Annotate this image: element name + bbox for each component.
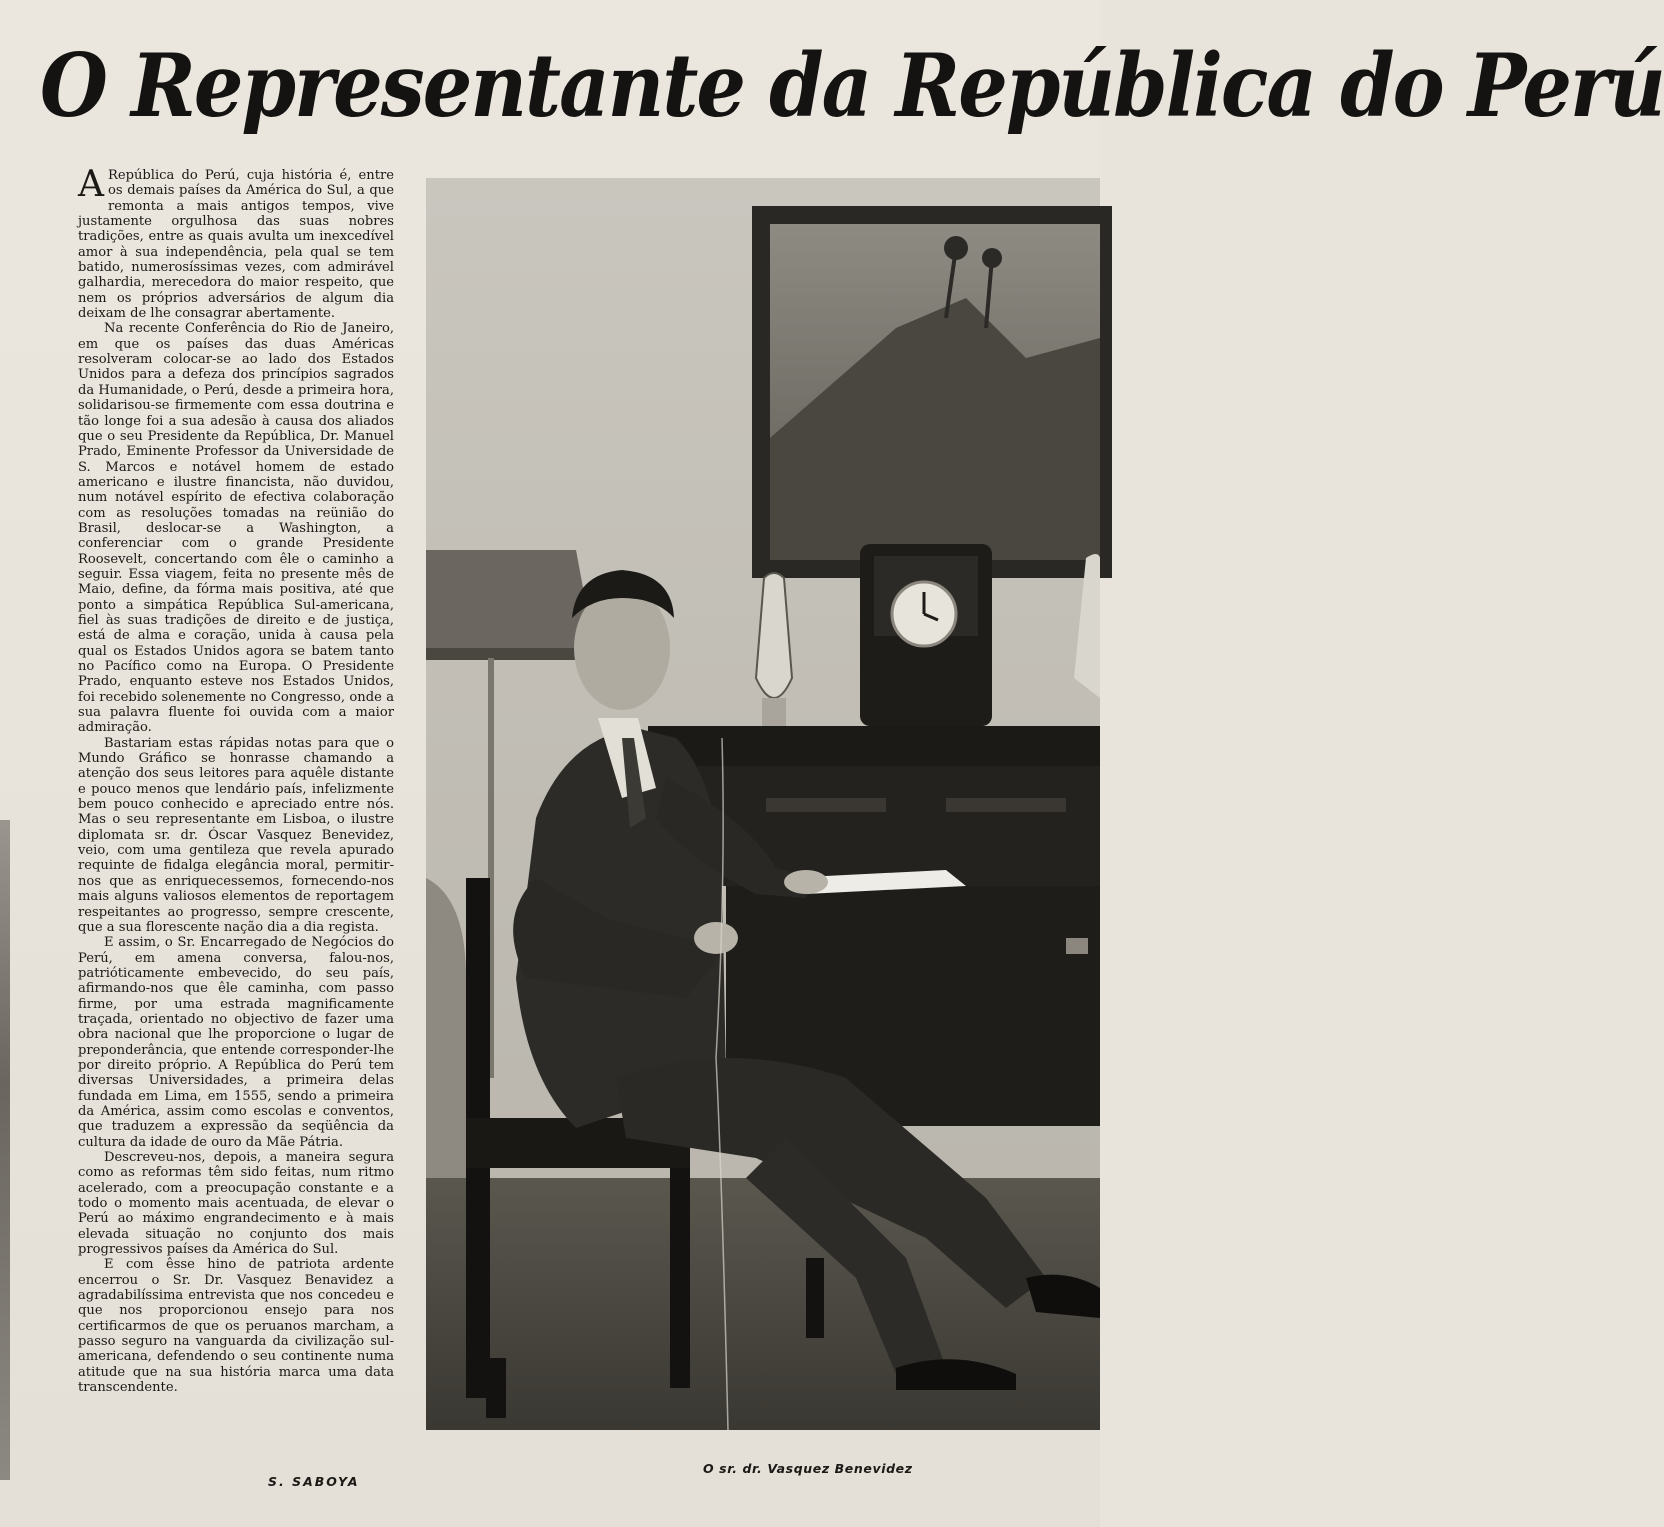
- article-paragraph: [78, 164, 394, 322]
- photo-caption: O sr. dr. Vasquez Benevidez: [703, 1461, 913, 1476]
- portrait-photo: [426, 178, 1100, 1430]
- headline: O Representante da República do Perú: [40, 35, 1664, 138]
- article-paragraph: E assim, o Sr. Encarregado de Negócios do Perú, em amena conversa, falou-nos, patrióticamente embevecido, do seu país, afirmando-nos que êle caminha, com passo firme, por uma estrada magnificamente traçada, orientado no objectivo de fazer uma obra nacional que lhe proporcione o lugar de preponderância, que entende corresponder-lhe por direito próprio. A República do Perú tem diversas Universidades, a primeira delas fundada em Lima, em 1555, sendo a primeira da América, assim como escolas e conventos, que traduzem a expressão da seqüência da cultura da idade de ouro da Mãe Pátria.: [78, 935, 394, 1150]
- article-paragraph: E com êsse hino de patriota ardente encerrou o Sr. Dr. Vasquez Benavidez a agradabilíssima entrevista que nos concedeu e que nos proporcionou ensejo para nos certificarmos de que os peruanos marcham, a passo seguro na vanguarda da civilização sul-americana, defendendo o seu continente numa atitude que na sua história marca uma data transcendente.: [78, 1257, 394, 1396]
- mantel-clock: [860, 544, 992, 726]
- article-paragraph: Bastariam estas rápidas notas para que o Mundo Gráfico se honrasse chamando a atenção dos seus leitores para aquêle distante e pouco menos que lendário país, infelizmente bem pouco conhecido e apreciado entre nós. Mas o seu representante em Lisboa, o ilustre diplomata sr. dr. Óscar Vasquez Benevidez, veio, com uma gentileza que revela apurado requinte de fidalga elegância moral, permitir-nos que as enriquecessemos, fornecendo-nos mais alguns valiosos elementos de reportagem respeitantes ao progresso, sempre crescente, que a sua florescente nação dia a dia regista.: [78, 735, 394, 935]
- paragraph-text: República do Perú, cuja história é, entre os demais países da América do Sul, a que remonta a mais antigos tempos, vive justamente orgulhosa das suas nobres tradições, entre as quais avulta um inexcedível amor à sua independência, pela qual se tem batido, numerosíssimas vezes, com admirável galhardia, merecedora do maior respeito, que nem os próprios adversários de algum dia deixam de lhe consagrar abertamente.: [78, 168, 394, 322]
- article-paragraph: Descreveu-nos, depois, a maneira segura como as reformas têm sido feitas, num ritmo acelerado, com a preocupação constante e a todo o momento mais acentuada, de elevar o Perú ao máximo engrandecimento e à mais elevada situação no conjunto dos mais progressivos países da América do Sul.: [78, 1150, 394, 1258]
- framed-painting: [752, 206, 1112, 578]
- byline: S. SABOYA: [268, 1474, 360, 1489]
- adjacent-page-edge: [0, 820, 10, 1480]
- article-body: [78, 164, 394, 1468]
- photo-illustration: [426, 178, 1100, 1430]
- article-paragraph: Na recente Conferência do Rio de Janeiro, em que os países das duas Américas resolveram colocar-se ao lado dos Estados Unidos para a defeza dos princípios sagrados da Humanidade, o Perú, desde a primeira hora, solidarisou-se firmemente com essa doutrina e tão longe foi a sua adesão à causa dos aliados que o seu Presidente da República, Dr. Manuel Prado, Eminente Professor da Universidade de S. Marcos e notável homem de estado americano e ilustre financista, não duvidou, num notável espírito de efectiva colaboração com as resoluções tomadas na reünião do Brasil, deslocar-se a Washington, a conferenciar com o grande Presidente Roosevelt, concertando com êle o caminho a seguir. Essa viagem, feita no presente mês de Maio, define, da fórma mais positiva, até que ponto a simpática República Sul-americana, fiel às suas tradições de direito e de justiça, está de alma e coração, unida à causa pela qual os Estados Unidos agora se batem tanto no Pacífico como na Europa. O Presidente Prado, enquanto esteve nos Estados Unidos, foi recebido solenemente no Congresso, onde a sua palavra fluente foi ouvida com a maior admiração.: [78, 321, 394, 736]
- drop-cap: A: [78, 164, 104, 205]
